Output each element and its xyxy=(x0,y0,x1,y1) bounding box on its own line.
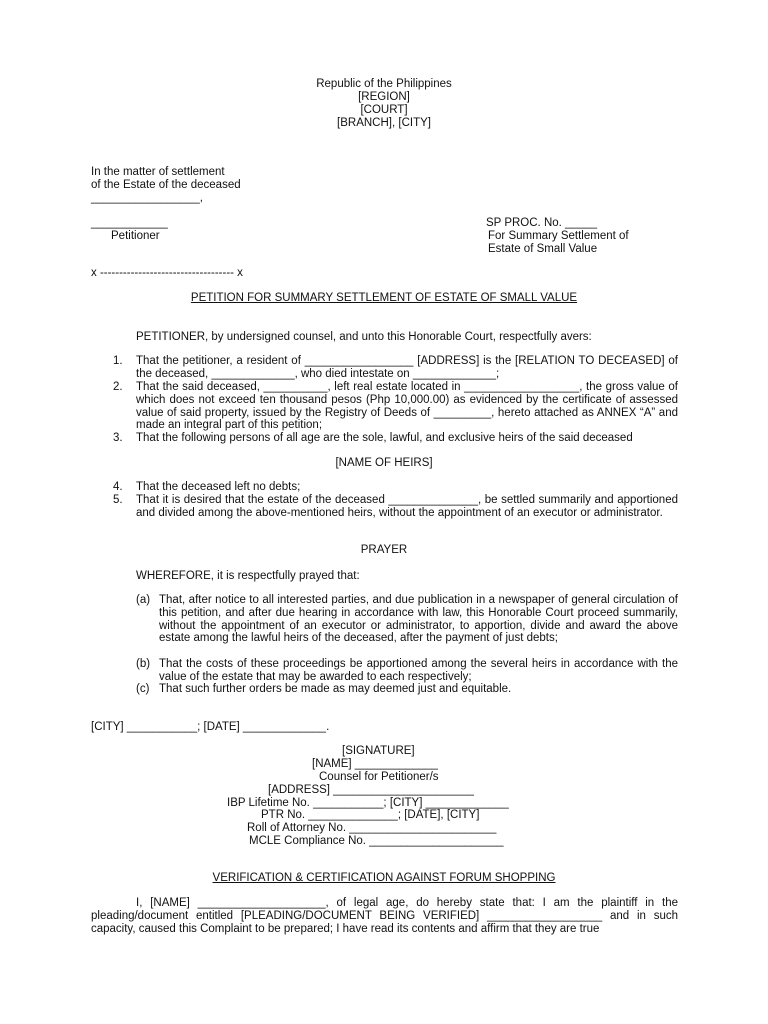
caption-separator: x ----------------------------------- x xyxy=(91,267,243,279)
prayer-text: That such further orders be made as may deemed just and equitable. xyxy=(159,683,512,695)
allegation-number: 5. xyxy=(113,494,123,506)
header-branch-city: [BRANCH], [CITY] xyxy=(337,117,431,129)
sp-proc-number: SP PROC. No. _____ xyxy=(486,217,598,229)
verification-title: VERIFICATION & CERTIFICATION AGAINST FORUM SHOPPING xyxy=(212,872,556,884)
case-title-line-2: Estate of Small Value xyxy=(488,243,598,255)
place-date-line: [CITY] ___________; [DATE] _____________. xyxy=(91,721,330,733)
allegation-text: That the petitioner, a resident of _________________ [ADDRESS] is the [RELATION TO DECEASED] of the deceased, _____________, who died intestate on _____________; xyxy=(136,355,678,380)
wherefore-clause: WHEREFORE, it is respectfully prayed that: xyxy=(136,570,360,582)
allegation-number: 1. xyxy=(113,355,123,367)
header-court: [COURT] xyxy=(360,104,408,116)
counsel-address: [ADDRESS] ______________________ xyxy=(268,784,474,796)
allegation-number: 3. xyxy=(113,432,123,444)
counsel-name: [NAME] _____________ xyxy=(312,758,438,770)
petitioner-name-blank: ____________ xyxy=(91,217,168,229)
matter-line-1: In the matter of settlement xyxy=(91,166,225,178)
header-republic: Republic of the Philippines xyxy=(316,78,452,90)
matter-line-2: of the Estate of the deceased xyxy=(91,179,241,191)
ptr-number: PTR No. ______________; [DATE], [CITY] xyxy=(261,809,480,821)
verification-body: I, [NAME] ____________________, of legal age, do hereby state that: I am the plaintiff in the pleading/document entitled [PLEADING/DOCUMENT BEING VERIFIED] __________________ and in such capacity, caused this Complaint to be prepared; I have read its contents and affirm that they are true xyxy=(91,897,678,935)
prayer-letter: (a) xyxy=(136,594,151,606)
deceased-name-blank: _________________, xyxy=(91,192,203,204)
allegation-text: That the following persons of all age are the sole, lawful, and exclusive heirs of the said deceased xyxy=(136,432,633,444)
signature-placeholder: [SIGNATURE] xyxy=(342,745,415,757)
prayer-text: That, after notice to all interested parties, and due publication in a newspaper of general circulation of this petition, and after due hearing in accordance with law, this Honorable Court proceed summarily, without the appointment of an executor or administrator, to apportion, divide and award the above estate among the lawful heirs of the deceased, after the payment of just debts; xyxy=(159,594,678,645)
ibp-number: IBP Lifetime No. ___________; [CITY] _____________ xyxy=(227,797,509,809)
allegation-text: That the said deceased, __________, left real estate located in __________________, the gross value of which does not exceed ten thousand pesos (Php 10,000.00) as evidenced by the certificate of assessed value of said property, issued by the Registry of Deeds of _________, hereto attached as ANNEX “A” and made an integral part of this petition; xyxy=(136,381,678,432)
petitioner-label: Petitioner xyxy=(111,230,160,242)
counsel-role: Counsel for Petitioner/s xyxy=(319,771,439,783)
petition-title: PETITION FOR SUMMARY SETTLEMENT OF ESTATE OF SMALL VALUE xyxy=(190,292,578,304)
prayer-letter: (c) xyxy=(136,683,150,695)
mcle-compliance: MCLE Compliance No. _____________________ xyxy=(249,835,504,847)
allegation-text: That the deceased left no debts; xyxy=(136,481,301,493)
roll-of-attorney: Roll of Attorney No. _______________________ xyxy=(247,822,497,834)
case-title-line-1: For Summary Settlement of xyxy=(488,230,629,242)
allegation-text: That it is desired that the estate of the deceased ______________, be settled summarily and apportioned and divided among the above-mentioned heirs, without the appointment of an executor or administrator. xyxy=(136,494,678,519)
prayer-letter: (b) xyxy=(136,658,151,670)
prayer-heading: PRAYER xyxy=(360,544,408,556)
allegation-number: 4. xyxy=(113,481,123,493)
intro-paragraph: PETITIONER, by undersigned counsel, and unto this Honorable Court, respectfully avers: xyxy=(136,331,592,343)
heirs-placeholder: [NAME OF HEIRS] xyxy=(335,457,433,469)
prayer-text: That the costs of these proceedings be apportioned among the several heirs in accordance with the value of the estate that may be awarded to each respectively; xyxy=(159,658,678,683)
allegation-number: 2. xyxy=(113,381,123,393)
header-region: [REGION] xyxy=(358,91,410,103)
